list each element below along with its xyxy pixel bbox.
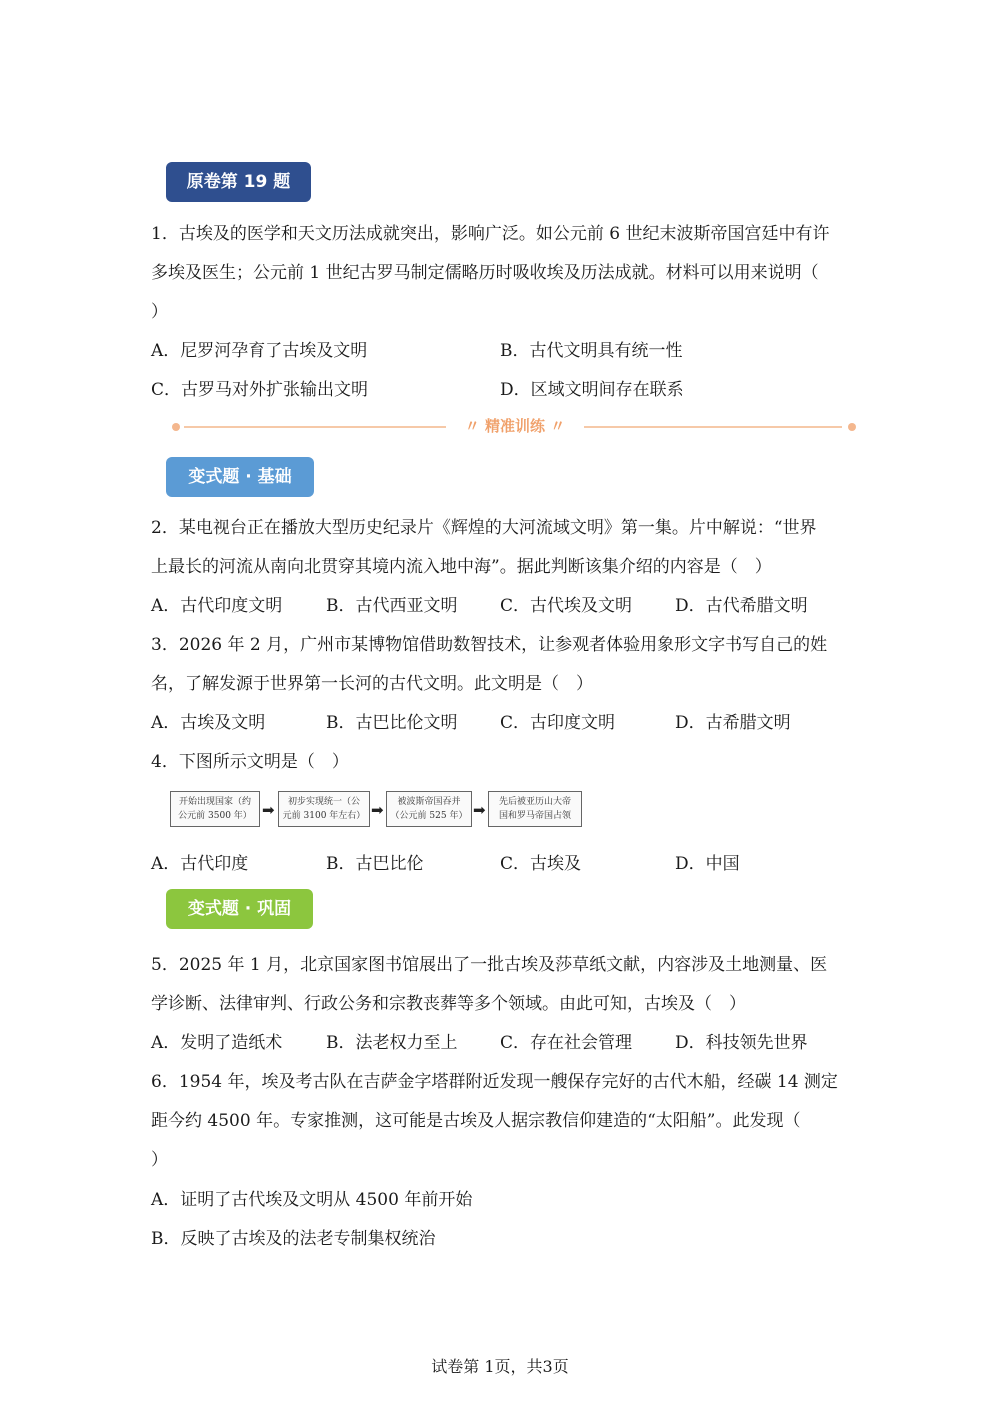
question-1-line-1: 1．古埃及的医学和天文历法成就突出，影响广泛。如公元前 6 世纪末波斯帝国宫廷中有许 <box>151 224 830 244</box>
q2-option-b: B．古代西亚文明 <box>326 596 458 616</box>
q4-option-b: B．古巴比伦 <box>326 854 424 874</box>
section-badge-consolidate: 变式题 · 巩固 <box>166 889 313 929</box>
q3-option-b: B．古巴比伦文明 <box>326 713 458 733</box>
q2-option-c: C．古代埃及文明 <box>500 596 633 616</box>
q1-option-a: A．尼罗河孕育了古埃及文明 <box>151 341 368 361</box>
page-footer: 试卷第 1页，共3页 <box>431 1357 569 1376</box>
q1-option-c: C．古罗马对外扩张输出文明 <box>151 380 369 400</box>
q3-option-d: D．古希腊文明 <box>675 713 791 733</box>
q3-option-c: C．古印度文明 <box>500 713 616 733</box>
question-1-line-2: 多埃及医生；公元前 1 世纪古罗马制定儒略历时吸收埃及历法成就。材料可以用来说明（ <box>151 263 819 283</box>
flow-step-4-line-2: 国和罗马帝国占领 <box>498 811 571 821</box>
section-badge-original: 原卷第 19 题 <box>166 162 311 202</box>
q4-option-c: C．古埃及 <box>500 854 582 874</box>
flow-step-3-line-1: 被波斯帝国吞并 <box>397 797 461 807</box>
flow-arrow-icon: ➡ <box>262 801 275 819</box>
q1-option-d: D．区域文明间存在联系 <box>500 380 684 400</box>
divider-title: 〃 精准训练 〃 <box>464 417 566 435</box>
q6-option-b: B．反映了古埃及的法老专制集权统治 <box>151 1229 436 1249</box>
q3-option-a: A．古埃及文明 <box>151 713 266 733</box>
flow-step-2-line-1: 初步实现统一（公 <box>287 797 360 807</box>
flow-step-1-line-2: 公元前 3500 年） <box>178 811 252 821</box>
q2-option-a: A．古代印度文明 <box>151 596 283 616</box>
flow-step-4 <box>488 791 582 827</box>
q6-option-a: A．证明了古代埃及文明从 4500 年前开始 <box>151 1190 473 1210</box>
q5-option-a: A．发明了造纸术 <box>151 1033 283 1053</box>
question-6-line-1: 6．1954 年，埃及考古队在吉萨金字塔群附近发现一艘保存完好的古代木船，经碳 14 测定 <box>151 1072 838 1092</box>
q5-option-b: B．法老权力至上 <box>326 1033 458 1053</box>
divider-line-left <box>184 426 446 428</box>
flow-step-1-line-1: 开始出现国家（约 <box>178 797 251 807</box>
question-5-line-2: 学诊断、法律审判、行政公务和宗教丧葬等多个领域。由此可知，古埃及（ ） <box>151 994 746 1014</box>
q4-option-a: A．古代印度 <box>151 854 249 874</box>
flow-step-3 <box>386 791 472 827</box>
flow-step-3-line-2: （公元前 525 年） <box>390 811 468 821</box>
question-6-line-3: ） <box>151 1150 168 1170</box>
flow-arrow-icon: ➡ <box>371 801 384 819</box>
question-2-line-1: 2．某电视台正在播放大型历史纪录片《辉煌的大河流域文明》第一集。片中解说：“世界 <box>151 518 817 538</box>
question-3-line-1: 3．2026 年 2 月，广州市某博物馆借助数智技术，让参观者体验用象形文字书写自己的姓 <box>151 635 828 655</box>
q1-option-b: B．古代文明具有统一性 <box>500 341 683 361</box>
flow-step-1 <box>170 791 260 827</box>
divider-dot-left <box>172 423 180 431</box>
q4-option-d: D．中国 <box>675 854 740 874</box>
q2-option-d: D．古代希腊文明 <box>675 596 808 616</box>
question-4-line-1: 4．下图所示文明是（ ） <box>151 752 349 772</box>
question-3-line-2: 名，了解发源于世界第一长河的古代文明。此文明是（ ） <box>151 674 593 694</box>
flow-arrow-icon: ➡ <box>473 801 486 819</box>
divider-line-right <box>584 426 842 428</box>
flow-step-4-line-1: 先后被亚历山大帝 <box>498 797 571 807</box>
section-badge-basic: 变式题 · 基础 <box>166 457 314 497</box>
question-5-line-1: 5．2025 年 1 月，北京国家图书馆展出了一批古埃及莎草纸文献，内容涉及土地测量、医 <box>151 955 828 975</box>
flow-step-2-line-2: 元前 3100 年左右） <box>282 811 366 821</box>
question-1-line-3: ） <box>151 302 168 322</box>
q5-option-c: C．存在社会管理 <box>500 1033 633 1053</box>
question-2-line-2: 上最长的河流从南向北贯穿其境内流入地中海”。据此判断该集介绍的内容是（ ） <box>151 557 772 577</box>
q5-option-d: D．科技领先世界 <box>675 1033 808 1053</box>
divider-dot-right <box>848 423 856 431</box>
flow-step-2 <box>278 791 370 827</box>
question-6-line-2: 距今约 4500 年。专家推测，这可能是古埃及人据宗教信仰建造的“太阳船”。此发现（ <box>151 1111 801 1131</box>
